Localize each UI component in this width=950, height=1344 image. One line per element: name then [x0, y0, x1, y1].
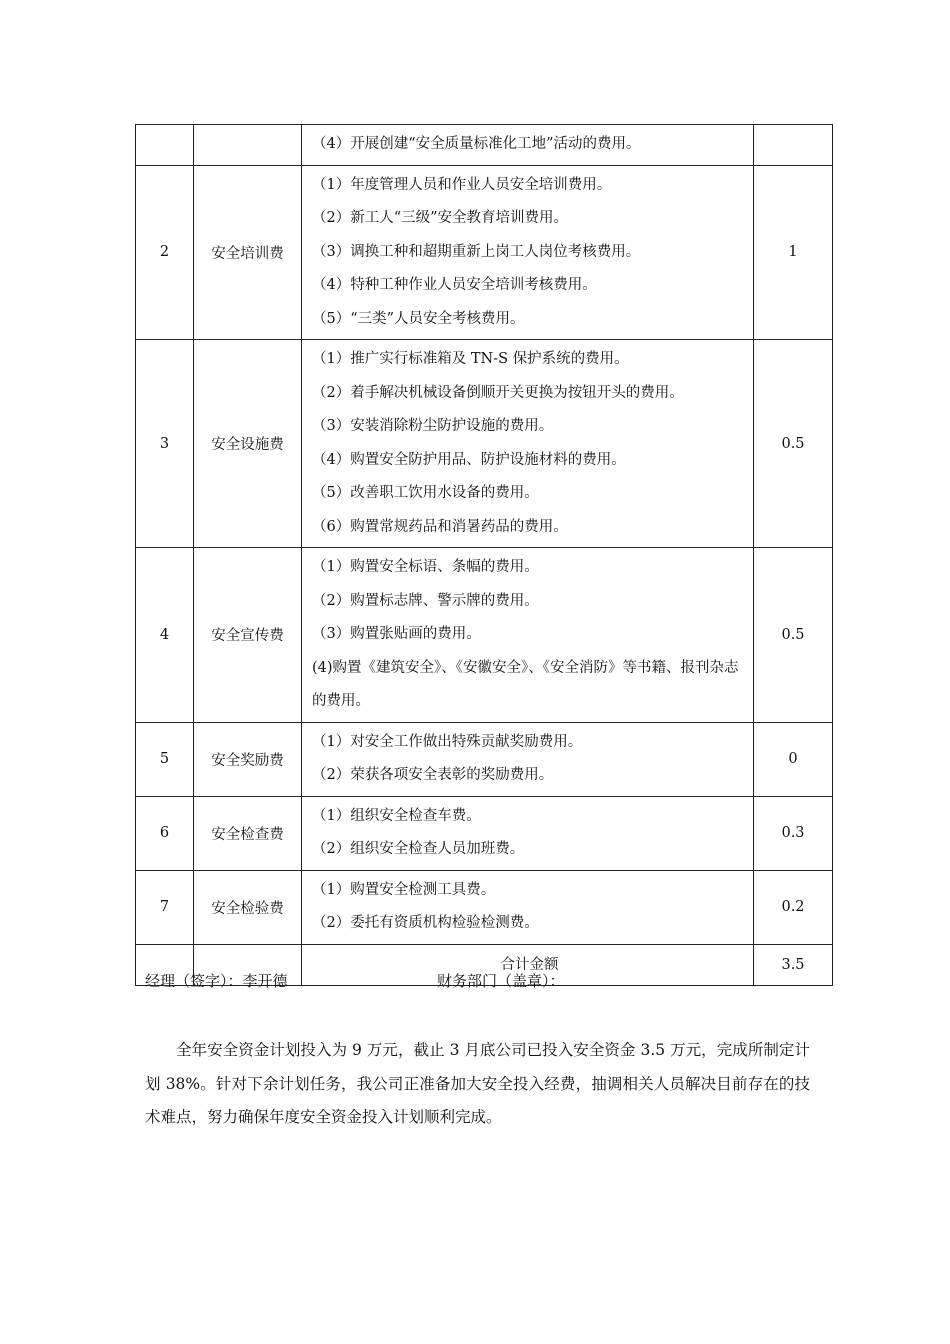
fee-item: （3）购置张贴画的费用。	[312, 626, 481, 642]
fee-amount: 0.5	[754, 340, 833, 548]
fee-category: 安全设施费	[194, 340, 302, 548]
fee-category: 安全宣传费	[194, 548, 302, 723]
row-number	[136, 125, 194, 166]
table-row	[136, 125, 833, 166]
row-number: 4	[136, 548, 194, 723]
fee-item: （2）购置标志牌、警示牌的费用。	[312, 592, 539, 609]
fee-item: （1）年度管理人员和作业人员安全培训费用。	[312, 176, 612, 193]
fee-amount: 1	[754, 165, 833, 340]
row-number: 7	[136, 870, 194, 944]
row-number: 2	[136, 165, 194, 340]
fee-amount: 0	[754, 722, 833, 796]
fee-category: 安全培训费	[194, 165, 302, 340]
fee-item: （4）特种工种作业人员安全培训考核费用。	[312, 277, 597, 293]
fee-item: （5）“三类”人员安全考核费用。	[312, 310, 525, 327]
fee-items	[302, 340, 754, 548]
fee-category: 安全奖励费	[194, 722, 302, 796]
table-row	[136, 340, 833, 548]
table-row	[136, 548, 833, 723]
fee-amount	[754, 125, 833, 166]
fee-item: （4）开展创建“安全质量标准化工地”活动的费用。	[312, 136, 641, 152]
safety-fee-table	[135, 124, 833, 986]
fee-amount: 0.5	[754, 548, 833, 723]
fee-items	[302, 796, 754, 870]
table-row	[136, 165, 833, 340]
fee-items	[302, 165, 754, 340]
fee-items	[302, 870, 754, 944]
fee-item: （4）购置安全防护用品、防护设施材料的费用。	[312, 451, 626, 468]
fee-item: （2）委托有资质机构检验检测费。	[312, 915, 539, 931]
finance-stamp: 财务部门（盖章）：	[437, 972, 565, 990]
fee-item: （2）新工人“三级”安全教育培训费用。	[312, 210, 569, 226]
fee-table-body	[136, 125, 833, 945]
fee-item: （1）购置安全检测工具费。	[312, 881, 496, 898]
fee-item: （5）改善职工饮用水设备的费用。	[312, 485, 539, 501]
fee-item: （1）组织安全检查车费。	[312, 807, 481, 824]
fee-item: （2）荣获各项安全表彰的奖励费用。	[312, 767, 554, 783]
manager-signature: 经理（签字）：李开德	[145, 972, 288, 990]
total-amount: 3.5	[754, 944, 833, 985]
row-number: 6	[136, 796, 194, 870]
table-row	[136, 870, 833, 944]
fee-item: （6）购置常规药品和消暑药品的费用。	[312, 518, 568, 535]
row-number: 5	[136, 722, 194, 796]
table-row	[136, 722, 833, 796]
summary-paragraph: 全年安全资金计划投入为 9 万元，截止 3 月底公司已投入安全资金 3.5 万元，完成所制定计划 38%。针对下余计划任务，我公司正准备加大安全投入经费，抽调相关人员解决目前存在的技术难点，努力确保年度安全资金投入计划顺利完成。	[145, 1041, 810, 1126]
fee-item: （3）安装消除粉尘防护设施的费用。	[312, 418, 554, 434]
fee-amount: 0.2	[754, 870, 833, 944]
row-number: 3	[136, 340, 194, 548]
fee-category	[194, 125, 302, 166]
fee-amount: 0.3	[754, 796, 833, 870]
fee-item: （1）对安全工作做出特殊贡献奖励费用。	[312, 733, 583, 750]
fee-item: (4)购置《建筑安全》、《安徽安全》、《安全消防》等书籍、报刊杂志的费用。	[312, 659, 739, 709]
fee-category: 安全检查费	[194, 796, 302, 870]
fee-item: （3）调换工种和超期重新上岗工人岗位考核费用。	[312, 243, 641, 260]
fee-item: （2）组织安全检查人员加班费。	[312, 841, 525, 857]
fee-items	[302, 125, 754, 166]
fee-item: （1）推广实行标准箱及 TN-S 保护系统的费用。	[312, 351, 629, 367]
fee-items	[302, 722, 754, 796]
fee-items	[302, 548, 754, 723]
total-label: 合计金额	[302, 944, 754, 985]
table-row	[136, 796, 833, 870]
fee-item: （1）购置安全标语、条幅的费用。	[312, 559, 539, 575]
fee-item: （2）着手解决机械设备倒顺开关更换为按钮开头的费用。	[312, 384, 684, 401]
fee-category: 安全检验费	[194, 870, 302, 944]
